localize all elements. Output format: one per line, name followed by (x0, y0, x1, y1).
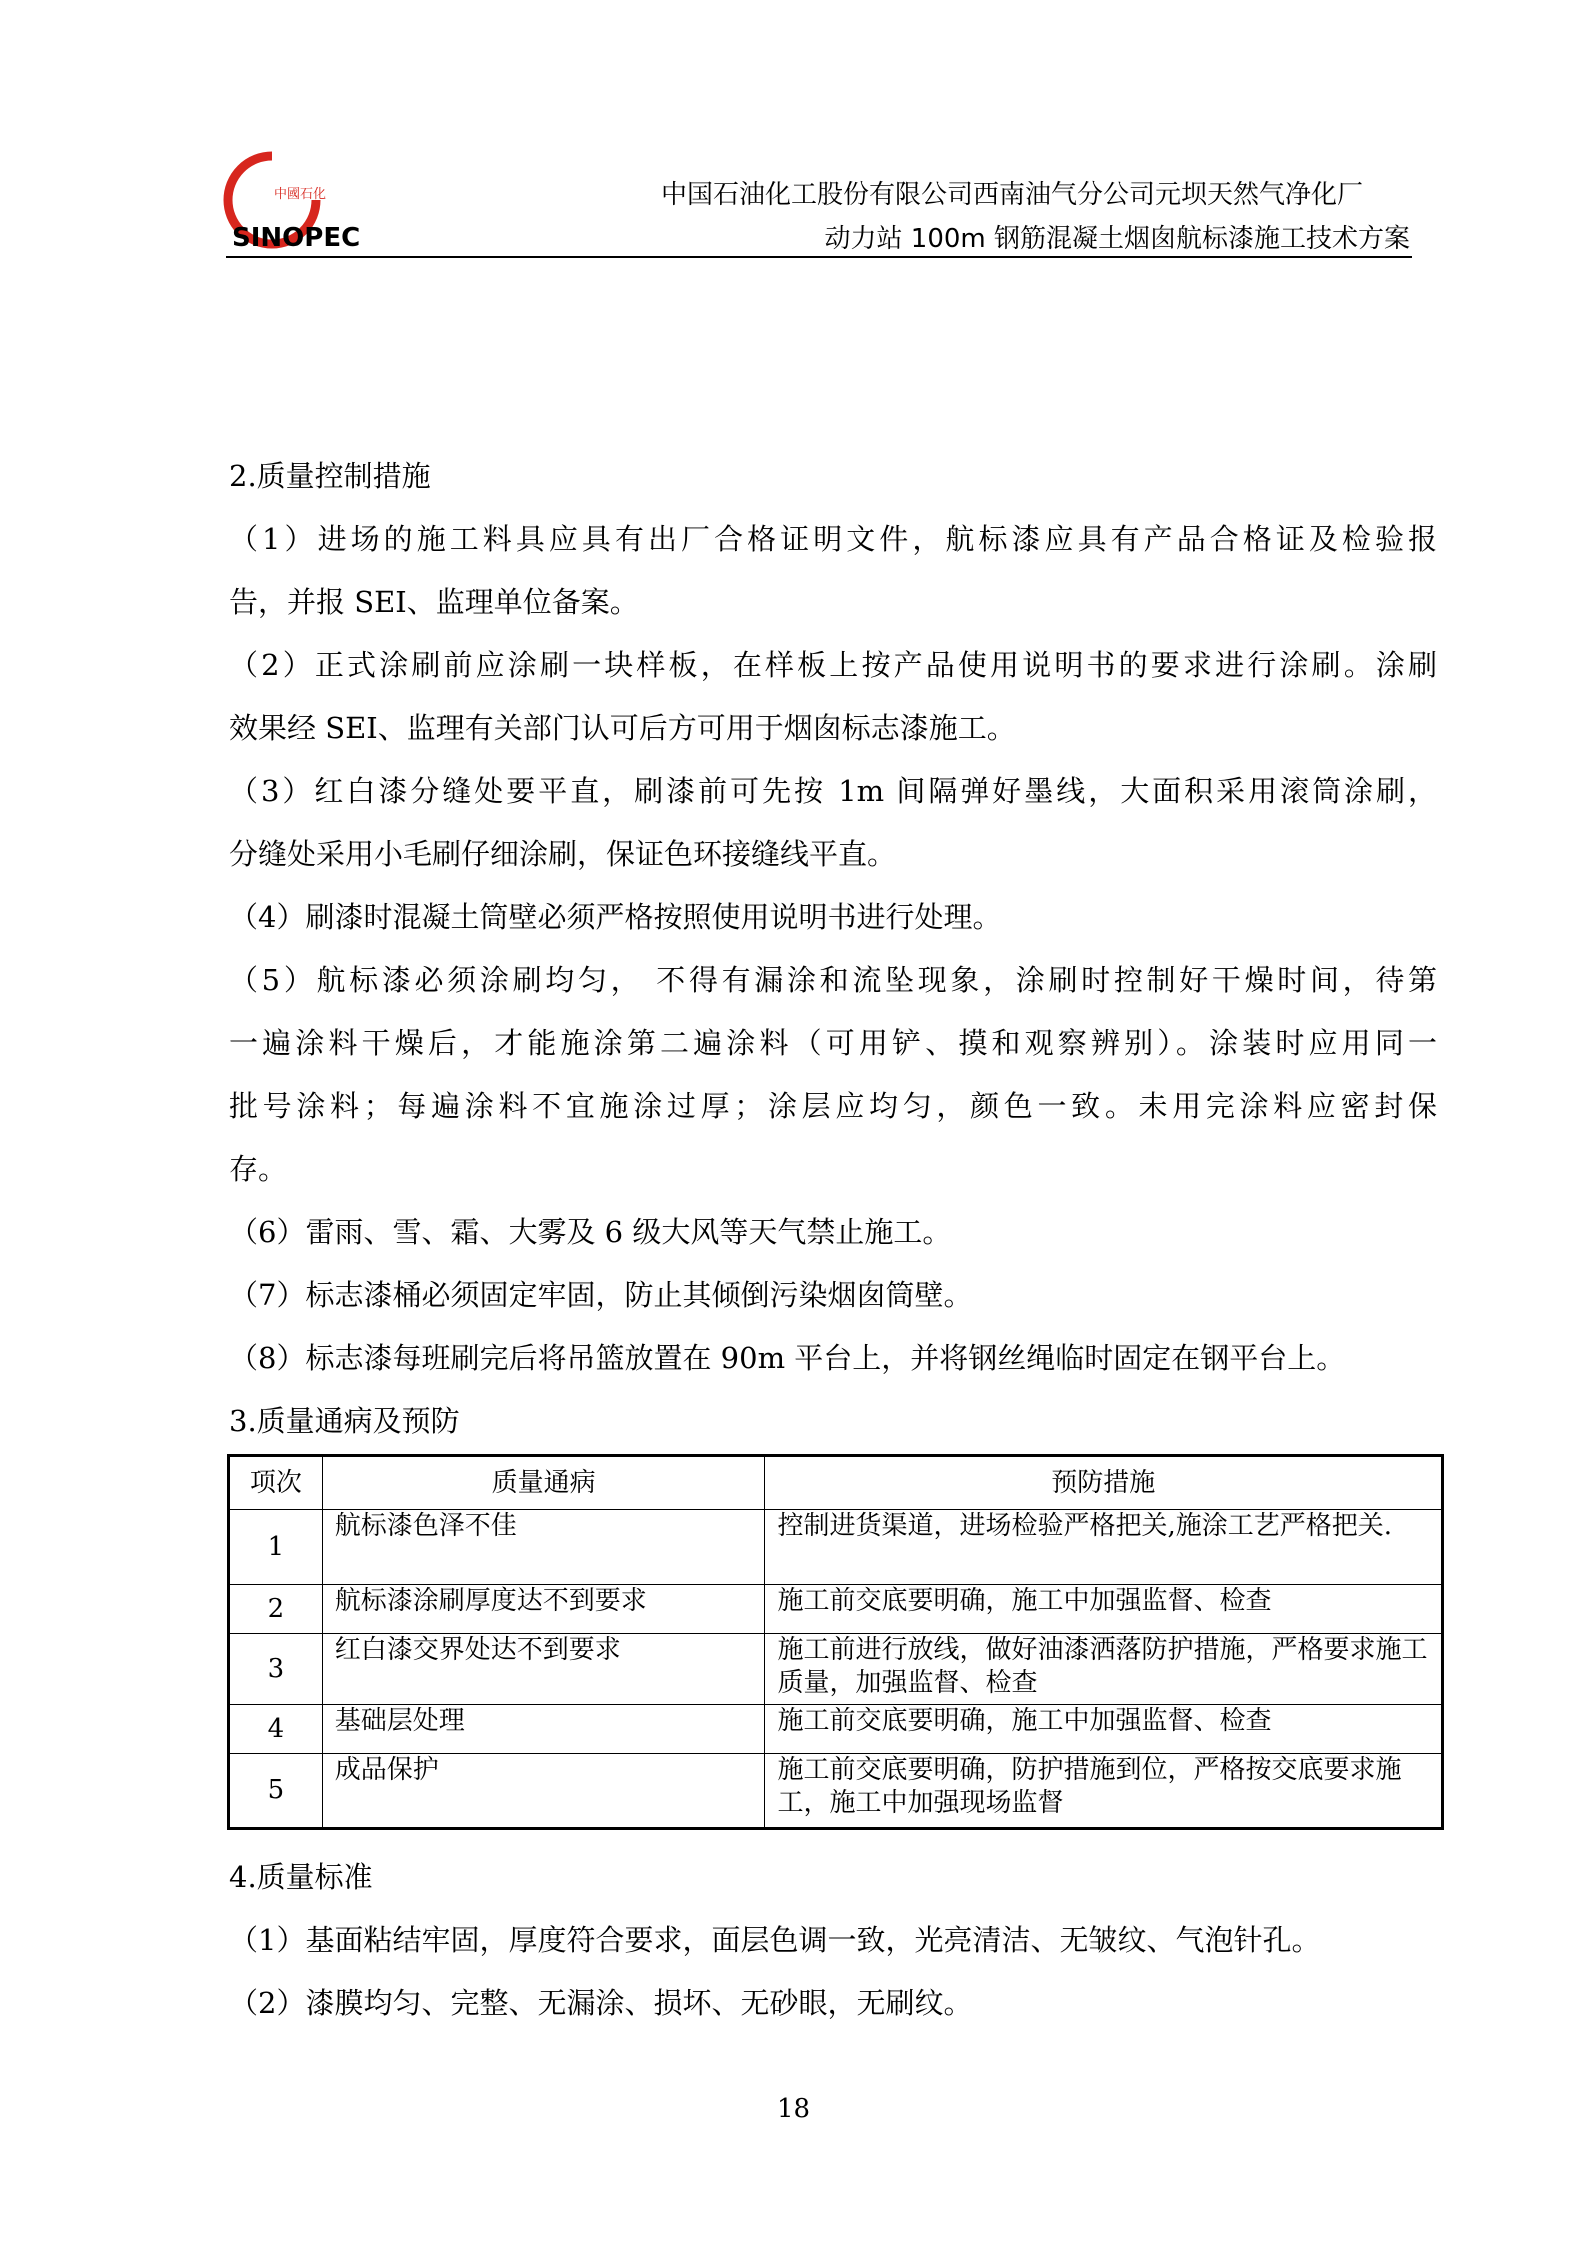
table-cell-measure: 施工前交底要明确，施工中加强监督、检查 (765, 1705, 1443, 1754)
column-header: 质量通病 (322, 1456, 765, 1510)
table-cell-no: 2 (229, 1585, 323, 1634)
table-cell-no: 5 (229, 1754, 323, 1829)
header-rule (226, 256, 1412, 258)
paragraph-line: （5）航标漆必须涂刷均匀， 不得有漏涂和流坠现象，涂刷时控制好干燥时间，待第 (229, 963, 1437, 997)
column-header: 项次 (229, 1456, 323, 1510)
section-title: 4.质量标准 (229, 1860, 373, 1894)
paragraph-line: 告，并报 SEI、监理单位备案。 (229, 585, 639, 619)
quality-defects-table (227, 1454, 1444, 1830)
svg-text:SINOPEC: SINOPEC (232, 223, 361, 253)
paragraph-line: 分缝处采用小毛刷仔细涂刷，保证色环接缝线平直。 (229, 837, 897, 871)
section-title: 3.质量通病及预防 (229, 1404, 460, 1438)
paragraph-line: （1）进场的施工料具应具有出厂合格证明文件，航标漆应具有产品合格证及检验报 (229, 522, 1437, 556)
table-cell-defect: 成品保护 (322, 1754, 765, 1829)
paragraph-line: （7）标志漆桶必须固定牢固，防止其倾倒污染烟囱筒壁。 (229, 1278, 973, 1312)
page-number: 18 (776, 2094, 811, 2124)
table-row (229, 1634, 1443, 1705)
paragraph-line: （4）刷漆时混凝土筒壁必须严格按照使用说明书进行处理。 (229, 900, 1002, 934)
table-cell-measure: 施工前交底要明确，施工中加强监督、检查 (765, 1585, 1443, 1634)
paragraph-line: 一遍涂料干燥后，才能施涂第二遍涂料（可用铲、摸和观察辨别）。涂装时应用同一 (229, 1026, 1437, 1060)
table-cell-measure: 控制进货渠道，进场检验严格把关,施涂工艺严格把关. (765, 1510, 1443, 1585)
paragraph-line: 效果经 SEI、监理有关部门认可后方可用于烟囱标志漆施工。 (229, 711, 1016, 745)
svg-text:中國石化: 中國石化 (274, 187, 327, 202)
paragraph-line: （2）漆膜均匀、完整、无漏涂、损坏、无砂眼，无刷纹。 (229, 1986, 973, 2020)
table-cell-measure: 施工前交底要明确，防护措施到位，严格按交底要求施工，施工中加强现场监督 (765, 1754, 1443, 1829)
paragraph-line: （8）标志漆每班刷完后将吊篮放置在 90m 平台上，并将钢丝绳临时固定在钢平台上。 (229, 1341, 1346, 1375)
section-title: 2.质量控制措施 (229, 459, 431, 493)
paragraph-line: （6）雷雨、雪、霜、大雾及 6 级大风等天气禁止施工。 (229, 1215, 952, 1249)
table-cell-defect: 航标漆色泽不佳 (322, 1510, 765, 1585)
table-row (229, 1754, 1443, 1829)
header-document-title: 动力站 100m 钢筋混凝土烟囱航标漆施工技术方案 (824, 224, 1410, 254)
table-row (229, 1510, 1443, 1585)
paragraph-line: 批号涂料；每遍涂料不宜施涂过厚；涂层应均匀，颜色一致。未用完涂料应密封保 (229, 1089, 1437, 1123)
column-header: 预防措施 (765, 1456, 1443, 1510)
table-cell-no: 1 (229, 1510, 323, 1585)
table-cell-defect: 基础层处理 (322, 1705, 765, 1754)
table-header-row (229, 1456, 1443, 1510)
paragraph-line: （2）正式涂刷前应涂刷一块样板，在样板上按产品使用说明书的要求进行涂刷。涂刷 (229, 648, 1437, 682)
paragraph-line: （1）基面粘结牢固，厚度符合要求，面层色调一致，光亮清洁、无皱纹、气泡针孔。 (229, 1923, 1321, 1957)
table-cell-measure: 施工前进行放线，做好油漆洒落防护措施，严格要求施工质量，加强监督、检查 (765, 1634, 1443, 1705)
paragraph-line: （3）红白漆分缝处要平直，刷漆前可先按 1m 间隔弹好墨线，大面积采用滚筒涂刷， (229, 774, 1437, 808)
table-row (229, 1585, 1443, 1634)
table-row (229, 1705, 1443, 1754)
paragraph-line: 存。 (229, 1152, 288, 1186)
table-cell-no: 4 (229, 1705, 323, 1754)
header-company: 中国石油化工股份有限公司西南油气分公司元坝天然气净化厂 (660, 180, 1363, 210)
table-cell-defect: 红白漆交界处达不到要求 (322, 1634, 765, 1705)
table-cell-defect: 航标漆涂刷厚度达不到要求 (322, 1585, 765, 1634)
table-cell-no: 3 (229, 1634, 323, 1705)
